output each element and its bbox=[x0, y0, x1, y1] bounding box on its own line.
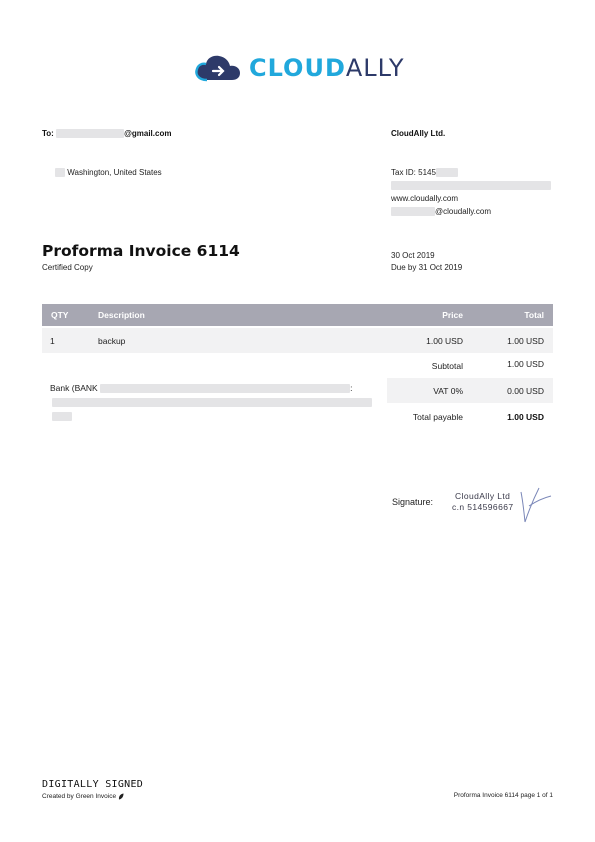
digitally-signed-mark: DIGITALLY SIGNED bbox=[42, 779, 144, 790]
recipient-address: Washington, United States bbox=[55, 168, 162, 177]
row-total: 1.00 USD bbox=[507, 335, 544, 346]
subtotal-label: Subtotal bbox=[431, 361, 463, 371]
handwritten-signature bbox=[515, 484, 555, 526]
stamp-company: CloudAlly Ltd bbox=[455, 491, 511, 501]
bank-details-redacted-2 bbox=[52, 412, 72, 421]
tax-id: Tax ID: 5145 bbox=[391, 168, 458, 177]
vat-row bbox=[387, 378, 553, 403]
stamp-number: c.n 514596667 bbox=[452, 502, 514, 512]
redacted-email bbox=[56, 129, 124, 138]
invoice-due-date: Due by 31 Oct 2019 bbox=[391, 263, 463, 272]
subtotal-value: 1.00 USD bbox=[507, 359, 544, 369]
bank-details-line: Bank (BANK : bbox=[50, 383, 353, 393]
header-total: Total bbox=[524, 310, 544, 320]
page-info: Proforma Invoice 6114 page 1 of 1 bbox=[453, 792, 553, 799]
row-qty: 1 bbox=[50, 335, 55, 346]
recipient-email-suffix: @gmail.com bbox=[124, 129, 172, 138]
vat-value: 0.00 USD bbox=[507, 386, 544, 396]
total-payable-value: 1.00 USD bbox=[507, 412, 544, 422]
bank-details-redacted bbox=[52, 398, 372, 407]
invoice-title: Proforma Invoice 6114 bbox=[42, 242, 240, 260]
created-by-line: Created by Green Invoice bbox=[42, 793, 124, 800]
total-payable-row bbox=[387, 404, 553, 429]
row-description: backup bbox=[98, 335, 126, 346]
sender-email: @cloudally.com bbox=[391, 207, 491, 216]
sender-company: CloudAlly Ltd. bbox=[391, 129, 446, 138]
subtotal-row bbox=[387, 353, 553, 378]
row-price: 1.00 USD bbox=[426, 335, 463, 346]
signature-label: Signature: bbox=[392, 497, 434, 507]
recipient-email-line bbox=[42, 129, 171, 138]
sender-website: www.cloudally.com bbox=[391, 194, 458, 203]
signature-stamp bbox=[452, 491, 513, 513]
items-table-header bbox=[42, 304, 553, 326]
vat-label: VAT 0% bbox=[433, 386, 463, 396]
leaf-icon bbox=[118, 793, 124, 800]
invoice-subtitle: Certified Copy bbox=[42, 263, 93, 272]
header-price: Price bbox=[442, 310, 463, 320]
cloud-logo-icon bbox=[193, 53, 245, 83]
header-qty: QTY bbox=[51, 310, 69, 320]
to-label: To: bbox=[42, 129, 54, 138]
total-payable-label: Total payable bbox=[412, 412, 463, 422]
redacted-address bbox=[391, 181, 551, 190]
invoice-date: 30 Oct 2019 bbox=[391, 251, 435, 260]
header-description: Description bbox=[98, 310, 145, 320]
table-row bbox=[42, 328, 553, 353]
logo-wordmark: CLOUDALLY bbox=[249, 54, 405, 82]
company-logo bbox=[193, 52, 405, 84]
